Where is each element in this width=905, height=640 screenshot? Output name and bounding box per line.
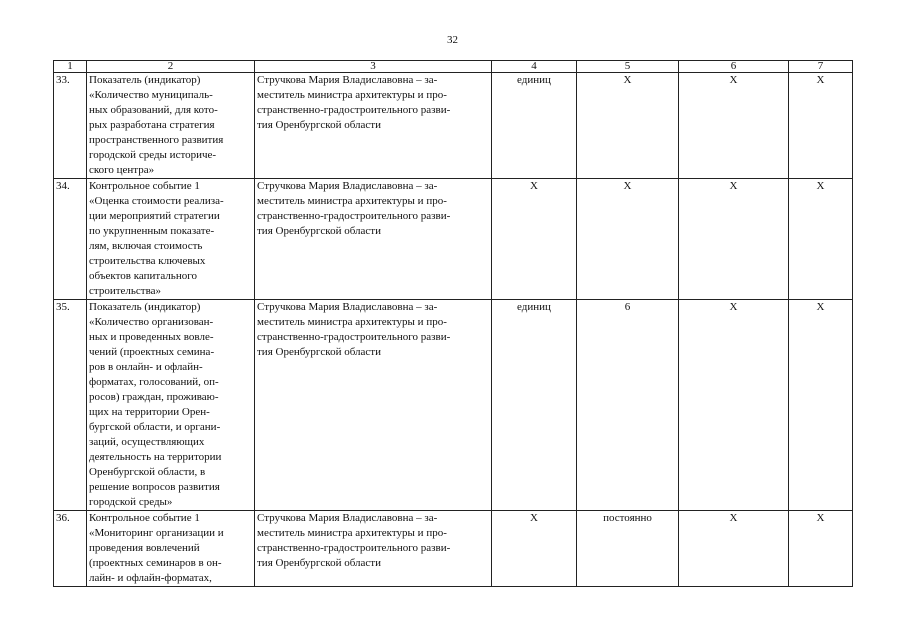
indicator-line: ции мероприятий стратегии [89, 210, 220, 222]
responsible-line: тия Оренбургской области [257, 119, 381, 131]
value-cell-6: Х [679, 179, 789, 300]
indicator-line: ров в онлайн- и офлайн- [89, 361, 203, 373]
column-header-2: 2 [87, 61, 255, 73]
responsible-person [255, 73, 492, 179]
responsible-line: тия Оренбургской области [257, 225, 381, 237]
indicator-line: решение вопросов развития [89, 481, 220, 493]
table-row [54, 73, 853, 179]
responsible-line: Стручкова Мария Владиславовна – за- [257, 74, 438, 86]
table-row [54, 179, 853, 300]
indicator-line: пространственного развития [89, 134, 224, 146]
responsible-line: странственно-градостроительного разви- [257, 331, 451, 343]
responsible-line: странственно-градостроительного разви- [257, 210, 451, 222]
indicator-line: проведения вовлечений [89, 542, 200, 554]
value-cell-7: Х [789, 300, 853, 511]
value-cell-6: Х [679, 300, 789, 511]
indicator-name [87, 300, 255, 511]
indicator-line: деятельность на территории [89, 451, 222, 463]
indicator-line: бургской области, и органи- [89, 421, 221, 433]
column-header-1: 1 [54, 61, 87, 73]
value-cell-5: 6 [577, 300, 679, 511]
indicator-name [87, 511, 255, 587]
value-cell-7: Х [789, 511, 853, 587]
unit-cell: Х [492, 511, 577, 587]
value-cell-6: Х [679, 73, 789, 179]
value-cell-7: Х [789, 179, 853, 300]
indicator-line: «Количество организован- [89, 316, 214, 328]
column-header-5: 5 [577, 61, 679, 73]
table-row [54, 300, 853, 511]
unit-cell: единиц [492, 300, 577, 511]
indicator-line: «Мониторинг организации и [89, 527, 224, 539]
indicator-line: ского центра» [89, 164, 155, 176]
indicator-name [87, 179, 255, 300]
document-table [53, 60, 853, 587]
row-number: 34. [54, 179, 87, 300]
indicator-line: (проектных семинаров в он- [89, 557, 222, 569]
indicator-line: «Оценка стоимости реализа- [89, 195, 224, 207]
responsible-person [255, 179, 492, 300]
page-number: 32 [447, 34, 458, 46]
indicator-line: лям, включая стоимость [89, 240, 203, 252]
value-cell-5: Х [577, 179, 679, 300]
indicator-line: ных и проведенных вовле- [89, 331, 214, 343]
value-cell-5: постоянно [577, 511, 679, 587]
indicator-line: щих на территории Орен- [89, 406, 210, 418]
column-header-6: 6 [679, 61, 789, 73]
indicator-line: Показатель (индикатор) [89, 301, 201, 313]
responsible-line: меститель министра архитектуры и про- [257, 89, 447, 101]
value-cell-7: Х [789, 73, 853, 179]
row-number: 33. [54, 73, 87, 179]
responsible-line: Стручкова Мария Владиславовна – за- [257, 512, 438, 524]
indicator-line: рых разработана стратегия [89, 119, 215, 131]
indicator-line: Контрольное событие 1 [89, 512, 200, 524]
column-header-4: 4 [492, 61, 577, 73]
responsible-line: Стручкова Мария Владиславовна – за- [257, 301, 438, 313]
responsible-line: меститель министра архитектуры и про- [257, 316, 447, 328]
row-number: 36. [54, 511, 87, 587]
responsible-line: тия Оренбургской области [257, 557, 381, 569]
responsible-line: тия Оренбургской области [257, 346, 381, 358]
indicator-line: росов) граждан, проживаю- [89, 391, 219, 403]
value-cell-6: Х [679, 511, 789, 587]
table-row [54, 511, 853, 587]
indicator-line: лайн- и офлайн-форматах, [89, 572, 212, 584]
responsible-line: меститель министра архитектуры и про- [257, 527, 447, 539]
indicator-line: строительства ключевых [89, 255, 206, 267]
indicator-line: Оренбургской области, в [89, 466, 206, 478]
responsible-line: меститель министра архитектуры и про- [257, 195, 447, 207]
indicator-line: строительства» [89, 285, 162, 297]
indicator-line: городской среды» [89, 496, 173, 508]
indicator-line: Показатель (индикатор) [89, 74, 201, 86]
responsible-person [255, 300, 492, 511]
column-header-3: 3 [255, 61, 492, 73]
responsible-line: странственно-градостроительного разви- [257, 542, 451, 554]
unit-cell: Х [492, 179, 577, 300]
indicator-name [87, 73, 255, 179]
indicator-line: объектов капитального [89, 270, 197, 282]
value-cell-5: Х [577, 73, 679, 179]
indicator-line: заций, осуществляющих [89, 436, 205, 448]
unit-cell: единиц [492, 73, 577, 179]
column-number-row [54, 61, 853, 73]
responsible-line: странственно-градостроительного разви- [257, 104, 451, 116]
responsible-person [255, 511, 492, 587]
indicator-line: Контрольное событие 1 [89, 180, 200, 192]
indicator-line: чений (проектных семина- [89, 346, 215, 358]
indicator-line: «Количество муниципаль- [89, 89, 213, 101]
indicator-line: ных образований, для кото- [89, 104, 218, 116]
indicator-line: городской среды историче- [89, 149, 217, 161]
row-number: 35. [54, 300, 87, 511]
indicator-line: форматах, голосований, оп- [89, 376, 219, 388]
indicator-line: по укрупненным показате- [89, 225, 215, 237]
responsible-line: Стручкова Мария Владиславовна – за- [257, 180, 438, 192]
column-header-7: 7 [789, 61, 853, 73]
